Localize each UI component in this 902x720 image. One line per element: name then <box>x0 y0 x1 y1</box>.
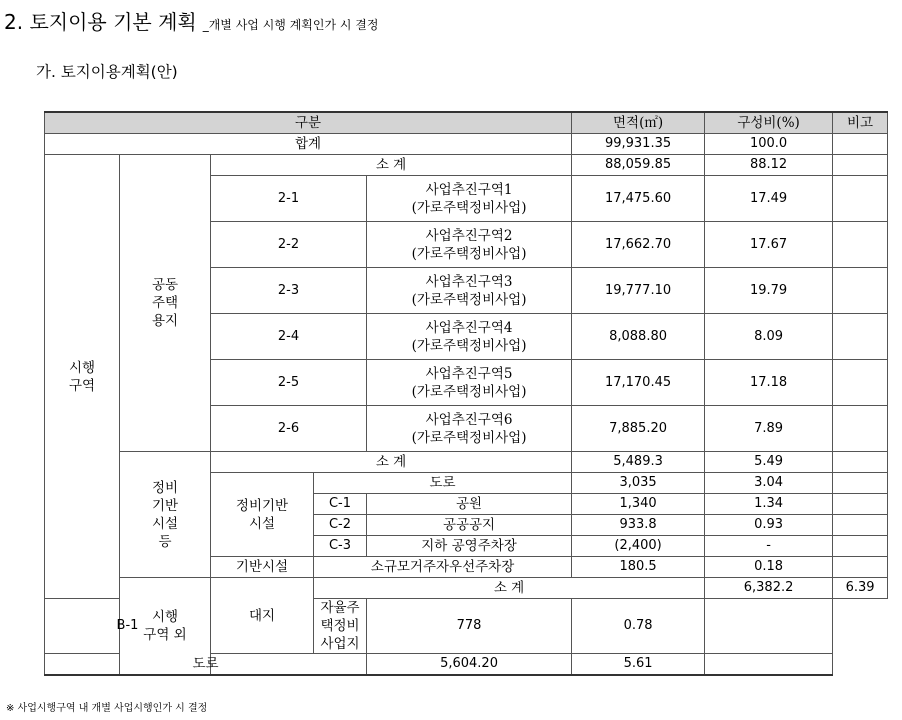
header-area: 면적(㎡) <box>572 112 705 134</box>
housing-subtotal-area: 88,059.85 <box>572 155 705 176</box>
row-ratio: 0.93 <box>705 515 833 536</box>
row-name: 지하 공영주차장 <box>367 536 572 557</box>
row-area: (2,400) <box>572 536 705 557</box>
header-category: 구분 <box>45 112 572 134</box>
infra-facility-label: 정비기반 시설 <box>211 473 314 557</box>
group-infrastructure: 정비 기반 시설 등 <box>120 452 211 578</box>
row-remarks <box>833 314 888 360</box>
infra-subtotal-label: 소 계 <box>211 452 572 473</box>
total-remarks <box>833 134 888 155</box>
row-area: 933.8 <box>572 515 705 536</box>
row-name: 공공공지 <box>367 515 572 536</box>
road-area: 5,604.20 <box>367 654 572 676</box>
row-area: 778 <box>367 599 572 654</box>
outside-subtotal-row <box>45 578 888 599</box>
row-remarks <box>833 360 888 406</box>
total-area: 99,931.35 <box>572 134 705 155</box>
row-name: 사업추진구역5 (가로주택정비사업) <box>367 360 572 406</box>
row-remarks <box>833 536 888 557</box>
row-ratio: 3.04 <box>705 473 833 494</box>
header-ratio: 구성비(%) <box>705 112 833 134</box>
row-area: 180.5 <box>572 557 705 578</box>
row-remarks <box>705 599 833 654</box>
row-ratio: 8.09 <box>705 314 833 360</box>
row-code: C-2 <box>314 515 367 536</box>
row-code: 2-1 <box>211 176 367 222</box>
section-subtitle: _개별 사업 시행 계획인가 시 결정 <box>202 18 379 32</box>
total-ratio: 100.0 <box>705 134 833 155</box>
row-code: 2-5 <box>211 360 367 406</box>
row-ratio: - <box>705 536 833 557</box>
infra-subtotal-row <box>45 452 888 473</box>
road-remarks <box>705 654 833 676</box>
total-row <box>45 134 888 155</box>
row-name: 도로 <box>314 473 572 494</box>
road-ratio: 5.61 <box>572 654 705 676</box>
row-remarks <box>833 406 888 452</box>
table-header-row <box>45 112 888 134</box>
row-remarks <box>833 222 888 268</box>
row-code: C-1 <box>314 494 367 515</box>
subheading: 가. 토지이용계획(안) <box>36 63 178 81</box>
row-remarks <box>833 176 888 222</box>
row-area: 17,170.45 <box>572 360 705 406</box>
row-ratio: 17.49 <box>705 176 833 222</box>
outside-subtotal-ratio: 6.39 <box>833 578 888 599</box>
row-code: C-3 <box>314 536 367 557</box>
total-label: 합계 <box>45 134 572 155</box>
footnote: ※ 사업시행구역 내 개별 사업시행인가 시 결정 <box>6 703 208 714</box>
row-ratio: 1.34 <box>705 494 833 515</box>
section-title <box>4 6 379 35</box>
row-area: 3,035 <box>572 473 705 494</box>
row-name: 소규모거주자우선주차장 <box>314 557 572 578</box>
row-ratio: 19.79 <box>705 268 833 314</box>
row-name: 사업추진구역3 (가로주택정비사업) <box>367 268 572 314</box>
group-housing-land: 공동 주택 용지 <box>120 155 211 452</box>
header-remarks: 비고 <box>833 112 888 134</box>
row-ratio: 17.67 <box>705 222 833 268</box>
row-code: B-1 <box>45 599 211 654</box>
row-ratio: 0.18 <box>705 557 833 578</box>
outside-subtotal-label: 소 계 <box>314 578 705 599</box>
group-outside-area: 시행 구역 외 <box>120 578 211 676</box>
row-area: 8,088.80 <box>572 314 705 360</box>
row-name: 사업추진구역2 (가로주택정비사업) <box>367 222 572 268</box>
group-site: 대지 <box>211 578 314 654</box>
row-name: 공원 <box>367 494 572 515</box>
row-name: 자율주택정비사업지 <box>314 599 367 654</box>
row-remarks <box>833 515 888 536</box>
row-area: 19,777.10 <box>572 268 705 314</box>
infra-subtotal-area: 5,489.3 <box>572 452 705 473</box>
row-code: 2-6 <box>211 406 367 452</box>
row-area: 1,340 <box>572 494 705 515</box>
row-code: 2-2 <box>211 222 367 268</box>
row-name: 사업추진구역4 (가로주택정비사업) <box>367 314 572 360</box>
housing-subtotal-row <box>45 155 888 176</box>
row-remarks <box>833 268 888 314</box>
row-ratio: 0.78 <box>572 599 705 654</box>
row-name: 사업추진구역1 (가로주택정비사업) <box>367 176 572 222</box>
row-code: 2-4 <box>211 314 367 360</box>
row-code: 2-3 <box>211 268 367 314</box>
row-ratio: 17.18 <box>705 360 833 406</box>
housing-subtotal-remarks <box>833 155 888 176</box>
housing-subtotal-ratio: 88.12 <box>705 155 833 176</box>
row-remarks <box>833 557 888 578</box>
base-facility-label: 기반시설 <box>211 557 314 578</box>
road-label: 도로 <box>45 654 367 676</box>
infra-subtotal-ratio: 5.49 <box>705 452 833 473</box>
row-area: 7,885.20 <box>572 406 705 452</box>
infra-subtotal-remarks <box>833 452 888 473</box>
land-use-plan-table <box>44 111 888 676</box>
row-area: 17,475.60 <box>572 176 705 222</box>
outside-subtotal-area: 6,382.2 <box>705 578 833 599</box>
row-area: 17,662.70 <box>572 222 705 268</box>
housing-subtotal-label: 소 계 <box>211 155 572 176</box>
row-name: 사업추진구역6 (가로주택정비사업) <box>367 406 572 452</box>
group-implementation-area: 시행 구역 <box>45 155 120 599</box>
row-remarks <box>833 494 888 515</box>
row-remarks <box>833 473 888 494</box>
road-row <box>45 654 888 676</box>
section-title-text: 2. 토지이용 기본 계획 <box>4 10 197 34</box>
row-ratio: 7.89 <box>705 406 833 452</box>
